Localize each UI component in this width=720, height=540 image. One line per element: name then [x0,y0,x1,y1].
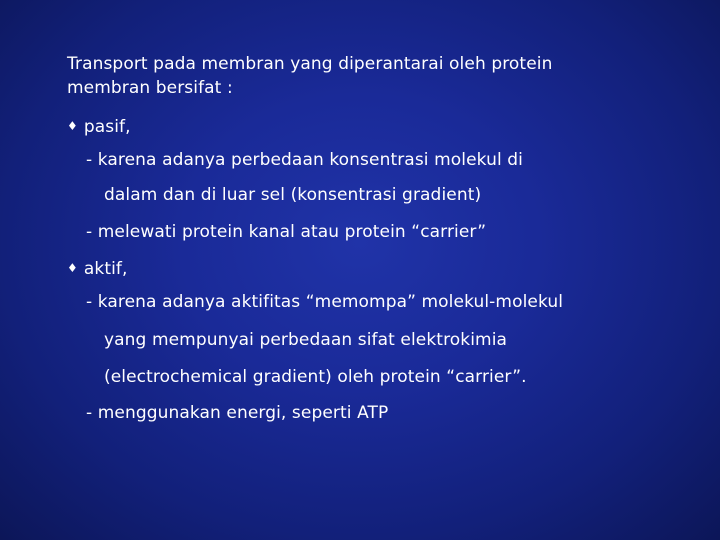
passive-point-1-line-1: - karena adanya perbedaan konsentrasi molekul di [86,150,523,170]
active-point-1-line-2: yang mempunyai perbedaan sifat elektrokimia [104,330,508,350]
intro-line-1: Transport pada membran yang diperantarai oleh protein [67,54,553,74]
active-heading-label: aktif, [83,259,128,279]
diamond-bullet-icon: ♦ [67,261,78,275]
active-point-1-line-1: - karena adanya aktifitas “memompa” molekul-molekul [86,292,564,312]
active-point-2: - menggunakan energi, seperti ATP [86,403,389,423]
passive-heading [67,116,131,137]
active-heading [67,258,128,279]
active-point-1-line-3: (electrochemical gradient) oleh protein “carrier”. [104,367,527,387]
diamond-bullet-icon: ♦ [67,119,78,133]
passive-heading-label: pasif, [83,117,131,137]
passive-point-1-line-2: dalam dan di luar sel (konsentrasi gradient) [104,185,482,205]
passive-point-2: - melewati protein kanal atau protein “carrier” [86,222,487,242]
intro-line-2: membran bersifat : [67,78,233,98]
